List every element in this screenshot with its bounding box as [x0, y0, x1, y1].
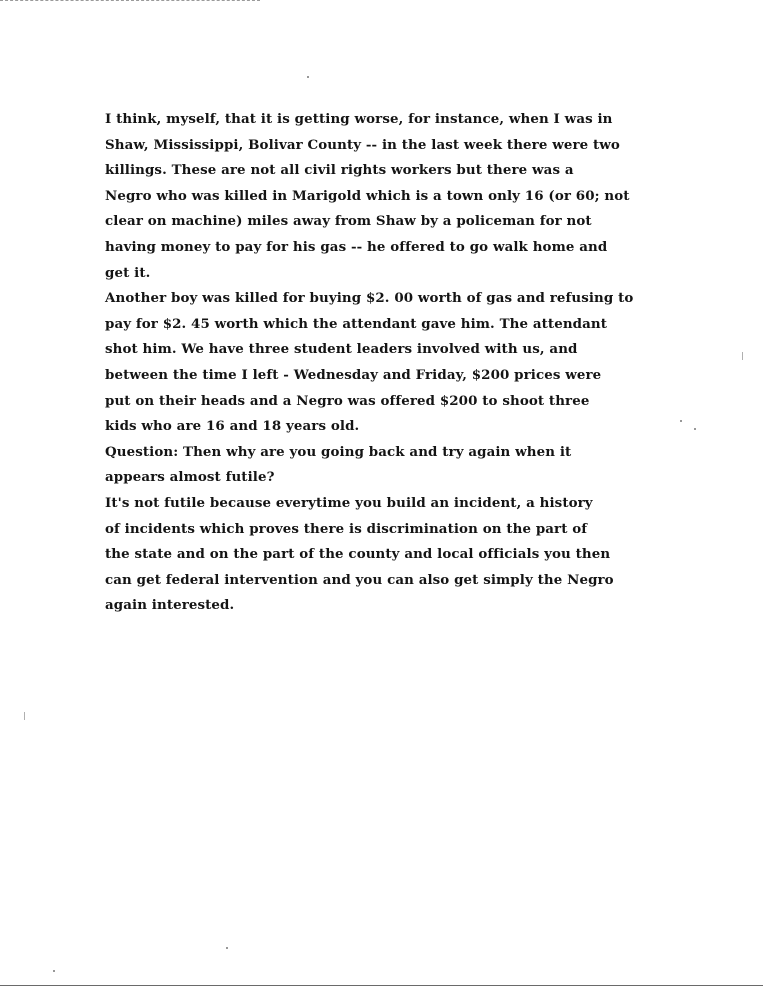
scan-speck [24, 712, 25, 720]
scan-bottom-edge [0, 985, 763, 986]
scan-speck [680, 420, 682, 422]
scan-speck [226, 947, 228, 949]
paragraph-answer: It's not futile because everytime you build an incident, a history of incidents which proves there is discrimination on the part of the state and on the part of the county and local officials you then can get federal intervention and you can also get simply the Negro again interested. [105, 494, 614, 614]
scan-speck [307, 76, 309, 78]
paragraph-question: Question: Then why are you going back and try again when it appears almost futile? [105, 443, 572, 486]
paragraph-shaw-killings: I think, myself, that it is getting worse, for instance, when I was in Shaw, Mississippi, Bolivar County -- in the last week there were two killings. These are not all civil rights workers but there was a Negro who was killed in Marigold which is a town only 16 (or 60; not clear on machine) miles away from Shaw by a policeman for not having money to pay for his gas -- he offered to go walk home and get it. [105, 111, 630, 281]
paragraph-gas-shooting: Another boy was killed for buying $2. 00 worth of gas and refusing to pay for $2. 45 worth which the attendant gave him. The attendant shot him. We have three student leaders involved with us, and between the time I left - Wednesday and Friday, $200 prices were put on their heads and a Negro was offered $200 to shoot three kids who are 16 and 18 years old. [105, 290, 634, 435]
document-body [105, 107, 665, 619]
scan-top-edge [0, 0, 260, 3]
scan-speck [53, 970, 55, 972]
scan-speck [694, 428, 696, 430]
scan-speck [742, 352, 743, 360]
